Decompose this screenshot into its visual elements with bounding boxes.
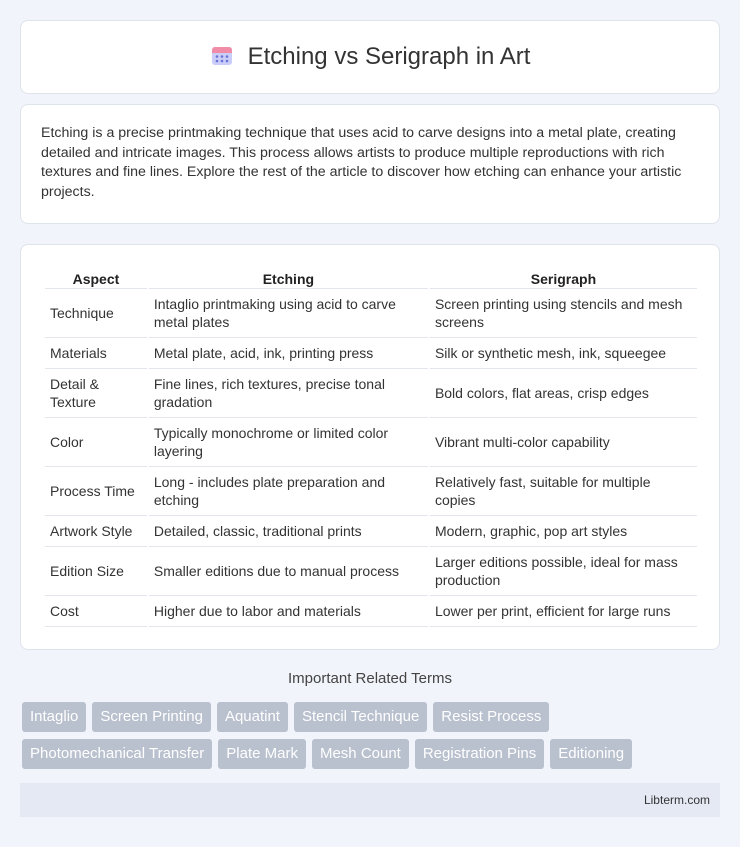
cell-aspect: Process Time [45,467,147,516]
tag-aquatint[interactable]: Aquatint [217,702,288,732]
cell-serigraph: Lower per print, efficient for large runs [430,596,697,627]
header-serigraph: Serigraph [430,265,697,289]
cell-aspect: Edition Size [45,547,147,596]
table-row [45,289,697,338]
related-terms-list [22,702,722,769]
comparison-table [43,265,699,627]
cell-aspect: Artwork Style [45,516,147,547]
cell-aspect: Technique [45,289,147,338]
table-row [45,467,697,516]
tag-plate-mark[interactable]: Plate Mark [218,739,306,769]
tag-resist-process[interactable]: Resist Process [433,702,549,732]
cell-serigraph: Silk or synthetic mesh, ink, squeegee [430,338,697,369]
cell-aspect: Detail & Texture [45,369,147,418]
intro-card [20,104,720,224]
cell-serigraph: Larger editions possible, ideal for mass production [430,547,697,596]
table-header-row [45,265,697,289]
cell-etching: Higher due to labor and materials [149,596,428,627]
tag-photomechanical-transfer[interactable]: Photomechanical Transfer [22,739,212,769]
cell-serigraph: Screen printing using stencils and mesh screens [430,289,697,338]
table-row [45,516,697,547]
cell-serigraph: Bold colors, flat areas, crisp edges [430,369,697,418]
tag-stencil-technique[interactable]: Stencil Technique [294,702,427,732]
tag-screen-printing[interactable]: Screen Printing [92,702,211,732]
cell-etching: Intaglio printmaking using acid to carve metal plates [149,289,428,338]
calendar-icon [210,43,234,72]
tag-intaglio[interactable]: Intaglio [22,702,86,732]
tag-registration-pins[interactable]: Registration Pins [415,739,544,769]
header-etching: Etching [149,265,428,289]
footer-link[interactable]: Libterm.com [643,793,710,807]
cell-etching: Fine lines, rich textures, precise tonal gradation [149,369,428,418]
cell-aspect: Color [45,418,147,467]
table-row [45,418,697,467]
related-terms-title: Important Related Terms [288,670,452,687]
cell-serigraph: Relatively fast, suitable for multiple copies [430,467,697,516]
table-row [45,338,697,369]
page-title: Etching vs Serigraph in Art [247,43,531,70]
header-card [20,20,720,94]
footer [20,783,720,817]
cell-etching: Typically monochrome or limited color layering [149,418,428,467]
table-row [45,547,697,596]
cell-aspect: Materials [45,338,147,369]
table-row [45,596,697,627]
intro-text: Etching is a precise printmaking technique that uses acid to carve designs into a metal plate, creating detailed and intricate images. This process allows artists to produce multiple reproductions with rich textures and fine lines. Explore the rest of the article to discover how etching can enhance your artistic projects. [41,125,682,200]
cell-etching: Metal plate, acid, ink, printing press [149,338,428,369]
tag-editioning[interactable]: Editioning [550,739,632,769]
cell-etching: Long - includes plate preparation and etching [149,467,428,516]
cell-etching: Detailed, classic, traditional prints [149,516,428,547]
tag-mesh-count[interactable]: Mesh Count [312,739,409,769]
cell-etching: Smaller editions due to manual process [149,547,428,596]
comparison-card [20,244,720,650]
table-row [45,369,697,418]
cell-serigraph: Vibrant multi-color capability [430,418,697,467]
cell-aspect: Cost [45,596,147,627]
title-wrap [210,43,531,72]
cell-serigraph: Modern, graphic, pop art styles [430,516,697,547]
header-aspect: Aspect [45,265,147,289]
